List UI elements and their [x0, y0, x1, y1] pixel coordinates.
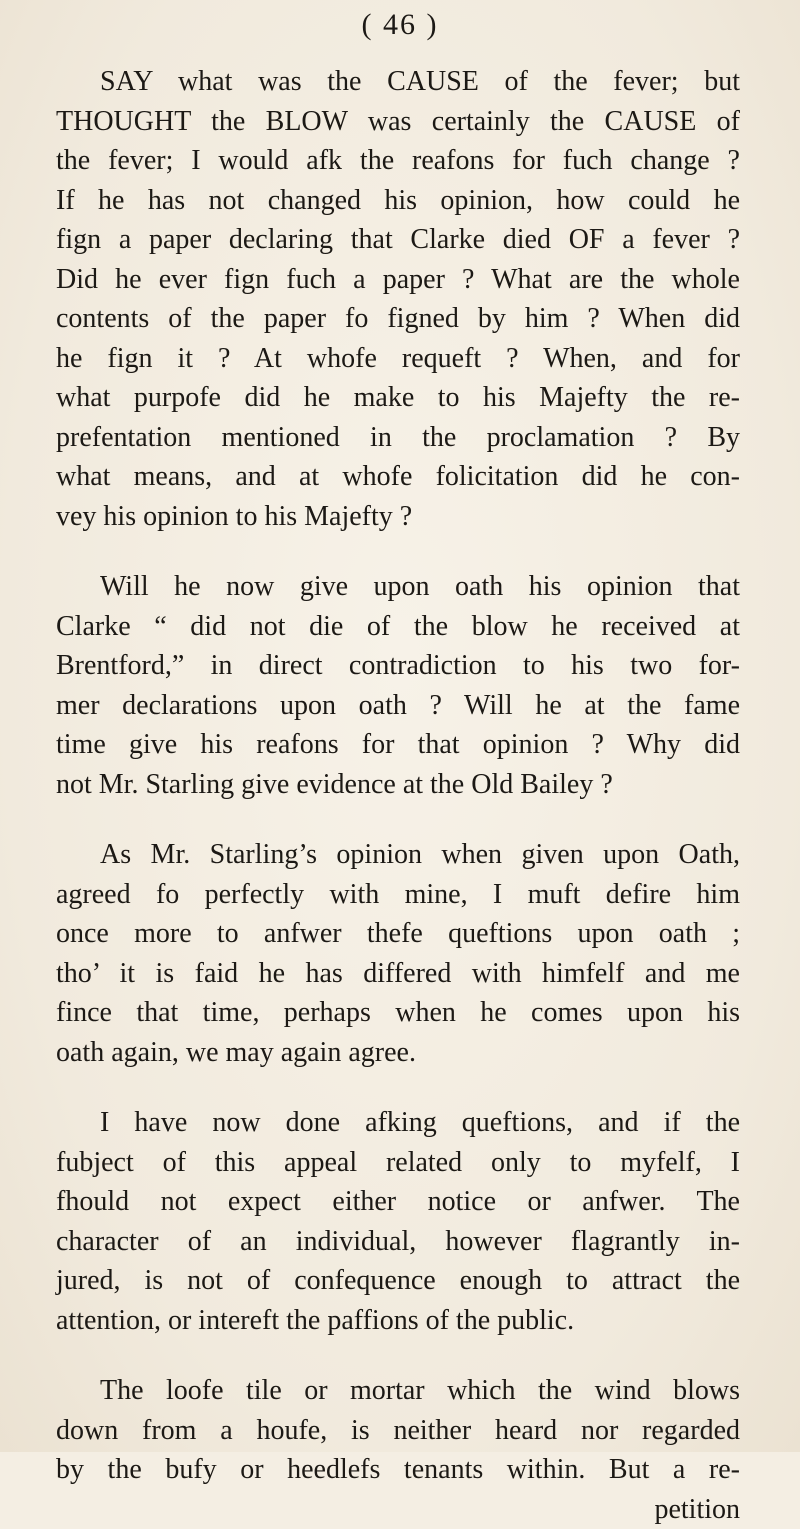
- text-line: attention, or intereft the paffions of the public.: [56, 1301, 740, 1341]
- text-line: jured, is not of confequence enough to attract the: [56, 1261, 740, 1301]
- paragraph: [56, 567, 740, 804]
- text-line: the fever; I would afk the reafons for fuch change ?: [56, 141, 740, 181]
- paragraph: [56, 1371, 740, 1529]
- text-line: SAY what was the CAUSE of the fever; but: [56, 62, 740, 102]
- catchword: petition: [56, 1490, 740, 1529]
- text-line: Did he ever fign fuch a paper ? What are the whole: [56, 260, 740, 300]
- text-line: fhould not expect either notice or anfwer. The: [56, 1182, 740, 1222]
- paragraph: [56, 835, 740, 1072]
- text-line: Brentford,” in direct contradiction to his two for-: [56, 646, 740, 686]
- text-line: prefentation mentioned in the proclamation ? By: [56, 418, 740, 458]
- text-line: character of an individual, however flagrantly in-: [56, 1222, 740, 1262]
- text-line: oath again, we may again agree.: [56, 1033, 740, 1073]
- text-line: what means, and at whofe folicitation did he con-: [56, 457, 740, 497]
- text-line: agreed fo perfectly with mine, I muft defire him: [56, 875, 740, 915]
- paragraph-gap: [56, 804, 740, 835]
- body-text: [56, 62, 740, 1529]
- text-line: I have now done afking queftions, and if the: [56, 1103, 740, 1143]
- text-line: vey his opinion to his Majefty ?: [56, 497, 740, 537]
- text-line: fince that time, perhaps when he comes upon his: [56, 993, 740, 1033]
- paragraph-gap: [56, 1340, 740, 1371]
- text-line: The loofe tile or mortar which the wind blows: [56, 1371, 740, 1411]
- text-line: he fign it ? At whofe requeft ? When, and for: [56, 339, 740, 379]
- text-line: mer declarations upon oath ? Will he at the fame: [56, 686, 740, 726]
- text-line: by the bufy or heedlefs tenants within. But a re-: [56, 1450, 740, 1490]
- text-line: what purpofe did he make to his Majefty the re-: [56, 378, 740, 418]
- page-number: ( 46 ): [0, 8, 800, 42]
- paragraph-gap: [56, 536, 740, 567]
- paragraph: [56, 1103, 740, 1340]
- paragraph: [56, 62, 740, 536]
- text-line: not Mr. Starling give evidence at the Old Bailey ?: [56, 765, 740, 805]
- text-line: fubject of this appeal related only to myfelf, I: [56, 1143, 740, 1183]
- text-line: As Mr. Starling’s opinion when given upon Oath,: [56, 835, 740, 875]
- text-line: If he has not changed his opinion, how could he: [56, 181, 740, 221]
- text-line: fign a paper declaring that Clarke died OF a fever ?: [56, 220, 740, 260]
- text-line: time give his reafons for that opinion ? Why did: [56, 725, 740, 765]
- text-line: tho’ it is faid he has differed with himfelf and me: [56, 954, 740, 994]
- text-line: once more to anfwer thefe queftions upon oath ;: [56, 914, 740, 954]
- text-line: Clarke “ did not die of the blow he received at: [56, 607, 740, 647]
- text-line: THOUGHT the BLOW was certainly the CAUSE of: [56, 102, 740, 142]
- paragraph-gap: [56, 1072, 740, 1103]
- text-line: down from a houfe, is neither heard nor regarded: [56, 1411, 740, 1451]
- text-line: contents of the paper fo figned by him ? When did: [56, 299, 740, 339]
- text-line: Will he now give upon oath his opinion that: [56, 567, 740, 607]
